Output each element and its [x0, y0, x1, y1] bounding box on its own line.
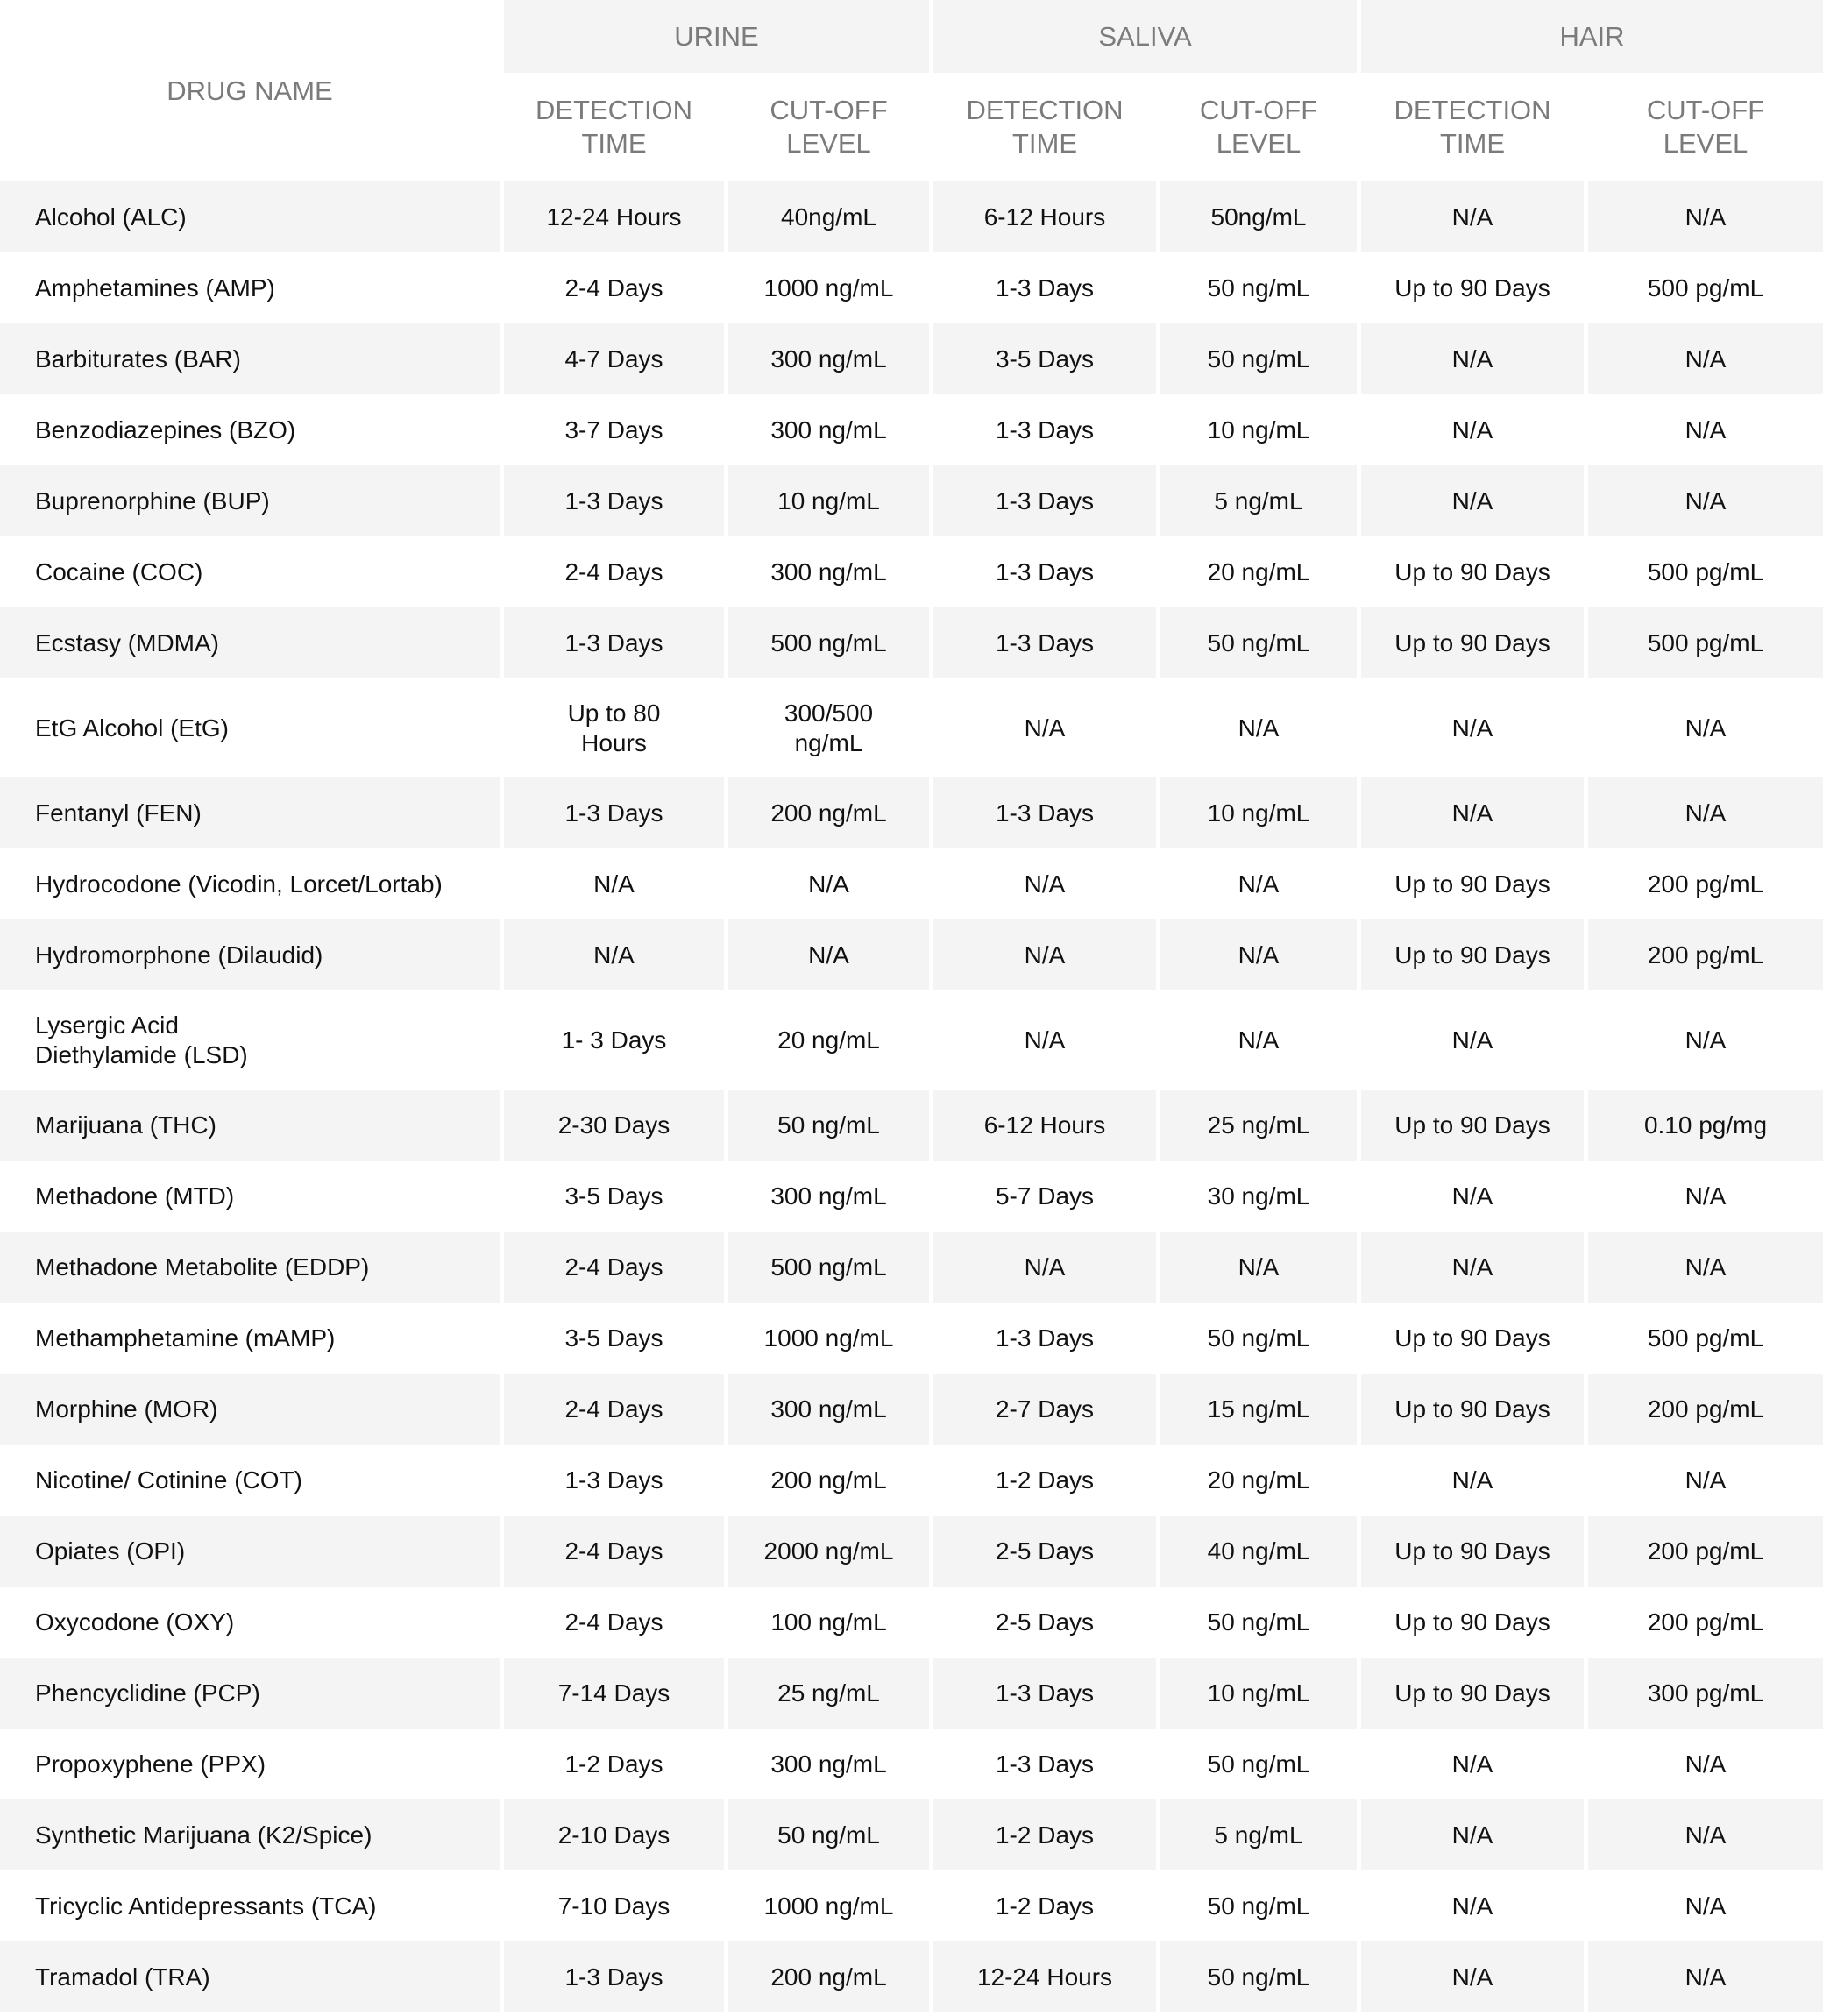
drug-name-cell: Tricyclic Antidepressants (TCA) [35, 1892, 377, 1920]
hair-detection-time-cell: N/A [1451, 1026, 1493, 1054]
urine-detection-time-cell: 7-10 Days [557, 1892, 670, 1920]
hair-detection-time-cell: Up to 90 Days [1361, 1658, 1584, 1729]
saliva-detection-time-cell: N/A [1024, 713, 1066, 742]
table-row [0, 1941, 1823, 2012]
hair-detection-time-cell: N/A [1451, 1182, 1493, 1210]
saliva-cutoff-level-cell: 50 ng/mL [1160, 1941, 1357, 2012]
urine-detection-time-cell: 2-4 Days [564, 273, 663, 302]
urine-cutoff-level-cell: 2000 ng/mL [728, 1516, 929, 1587]
hair-detection-time-cell: Up to 90 Days [1394, 870, 1550, 898]
table-row [0, 607, 1823, 678]
drug-name-cell: Hydromorphone (Dilaudid) [0, 919, 500, 990]
saliva-cutoff-level-cell: 10 ng/mL [1160, 1658, 1357, 1729]
saliva-detection-time-cell: 2-5 Days [933, 1516, 1156, 1587]
drug-name-cell: Ecstasy (MDMA) [0, 607, 500, 678]
urine-cutoff-level-cell: N/A [728, 919, 929, 990]
hair-cutoff-level-cell: N/A [1685, 1750, 1727, 1778]
hair-cutoff-level-cell: N/A [1685, 1182, 1727, 1210]
urine-detection-time-cell: 2-4 Days [564, 557, 663, 586]
urine-detection-time-cell: 12-24 Hours [504, 181, 724, 252]
table-header [0, 0, 1823, 181]
hair-detection-time-cell: N/A [1361, 777, 1584, 848]
hair-cutoff-level-cell: 200 pg/mL [1588, 919, 1823, 990]
urine-detection-time-cell: 2-4 Days [504, 1374, 724, 1445]
urine-cutoff-level-cell: 40ng/mL [728, 181, 929, 252]
saliva-cutoff-level-cell: 50 ng/mL [1207, 1608, 1310, 1636]
urine-detection-time-cell: 7-14 Days [504, 1658, 724, 1729]
urine-cutoff-level-cell: 1000 ng/mL [763, 1892, 894, 1920]
urine-detection-time-cell: N/A [504, 919, 724, 990]
urine-detection-time-cell: N/A [593, 870, 635, 898]
hair-detection-time-cell: Up to 90 Days [1394, 1608, 1550, 1636]
hair-cutoff-level-cell: 200 pg/mL [1647, 870, 1764, 898]
saliva-cutoff-level-cell: 40 ng/mL [1160, 1516, 1357, 1587]
table-row [0, 1516, 1823, 1587]
drug-name-cell: Morphine (MOR) [0, 1374, 500, 1445]
table-row [0, 536, 1823, 607]
saliva-detection-time-cell: 1-2 Days [995, 1892, 1095, 1920]
saliva-detection-time-cell: 6-12 Hours [933, 181, 1156, 252]
saliva-detection-time-cell: 3-5 Days [933, 323, 1156, 394]
saliva-cutoff-level-cell: 30 ng/mL [1207, 1182, 1310, 1210]
table-row [0, 777, 1823, 848]
hair-detection-time-cell: N/A [1451, 415, 1493, 444]
header-group-hair: HAIR [1361, 0, 1823, 73]
table-row [0, 1870, 1823, 1941]
drug-name-cell: Methadone Metabolite (EDDP) [0, 1232, 500, 1303]
hair-cutoff-level-cell: 500 pg/mL [1647, 1324, 1764, 1352]
drug-name-cell: Alcohol (ALC) [0, 181, 500, 252]
saliva-detection-time-cell: N/A [933, 919, 1156, 990]
hair-detection-time-cell: Up to 90 Days [1394, 557, 1550, 586]
table-row [0, 1374, 1823, 1445]
table-row [0, 252, 1823, 323]
hair-detection-time-cell: Up to 90 Days [1361, 1516, 1584, 1587]
saliva-cutoff-level-cell: 25 ng/mL [1160, 1090, 1357, 1161]
saliva-cutoff-level-cell: 5 ng/mL [1160, 1799, 1357, 1870]
drug-name-cell: Marijuana (THC) [0, 1090, 500, 1161]
hair-cutoff-level-cell: N/A [1685, 415, 1727, 444]
saliva-cutoff-level-cell: 10 ng/mL [1207, 415, 1310, 444]
drug-name-cell: Benzodiazepines (BZO) [35, 415, 296, 444]
table-row [0, 1161, 1823, 1232]
hair-detection-time-cell: N/A [1361, 323, 1584, 394]
hair-cutoff-level-cell: N/A [1588, 323, 1823, 394]
urine-detection-time-cell: 1- 3 Days [561, 1026, 667, 1054]
header-saliva-cutoff-level: CUT-OFF LEVEL [1199, 95, 1318, 159]
table-row [0, 465, 1823, 536]
saliva-cutoff-level-cell: N/A [1160, 1232, 1357, 1303]
saliva-cutoff-level-cell: 50 ng/mL [1207, 273, 1310, 302]
urine-detection-time-cell: 3-5 Days [564, 1182, 663, 1210]
table-row [0, 990, 1823, 1090]
hair-detection-time-cell: N/A [1361, 465, 1584, 536]
hair-detection-time-cell: Up to 90 Days [1361, 607, 1584, 678]
hair-cutoff-level-cell: 200 pg/mL [1588, 1374, 1823, 1445]
hair-cutoff-level-cell: N/A [1685, 713, 1727, 742]
header-hair-cutoff-level: CUT-OFF LEVEL [1646, 95, 1765, 159]
drug-name-cell: Propoxyphene (PPX) [35, 1750, 266, 1778]
saliva-detection-time-cell: 1-3 Days [995, 1750, 1095, 1778]
urine-detection-time-cell: 2-10 Days [504, 1799, 724, 1870]
hair-cutoff-level-cell: N/A [1685, 1892, 1727, 1920]
urine-cutoff-level-cell: 50 ng/mL [728, 1799, 929, 1870]
urine-cutoff-level-cell: 20 ng/mL [777, 1026, 880, 1054]
urine-cutoff-level-cell: 10 ng/mL [728, 465, 929, 536]
urine-cutoff-level-cell: 300 ng/mL [770, 415, 887, 444]
hair-cutoff-level-cell: 500 pg/mL [1588, 607, 1823, 678]
table-row [0, 1232, 1823, 1303]
hair-cutoff-level-cell: N/A [1685, 1466, 1727, 1494]
table-row [0, 323, 1823, 394]
saliva-cutoff-level-cell: 10 ng/mL [1160, 777, 1357, 848]
saliva-detection-time-cell: N/A [1024, 870, 1066, 898]
drug-name-cell: Methamphetamine (mAMP) [35, 1324, 336, 1352]
hair-detection-time-cell: Up to 90 Days [1361, 1090, 1584, 1161]
urine-cutoff-level-cell: 300/500 ng/mL [784, 699, 874, 756]
urine-cutoff-level-cell: 300 ng/mL [770, 1750, 887, 1778]
saliva-cutoff-level-cell: 50 ng/mL [1207, 1892, 1310, 1920]
drug-name-cell: Nicotine/ Cotinine (COT) [35, 1466, 302, 1494]
header-drug-name: DRUG NAME [167, 75, 333, 106]
saliva-cutoff-level-cell: 50 ng/mL [1160, 323, 1357, 394]
table-row [0, 1587, 1823, 1658]
saliva-cutoff-level-cell: 20 ng/mL [1207, 1466, 1310, 1494]
header-saliva-detection-time: DETECTION TIME [966, 95, 1124, 159]
saliva-cutoff-level-cell: N/A [1238, 713, 1280, 742]
table-body [0, 181, 1823, 2012]
drug-name-cell: Opiates (OPI) [0, 1516, 500, 1587]
hair-cutoff-level-cell: 500 pg/mL [1647, 557, 1764, 586]
urine-cutoff-level-cell: 200 ng/mL [770, 1466, 887, 1494]
hair-cutoff-level-cell: 0.10 pg/mg [1588, 1090, 1823, 1161]
hair-cutoff-level-cell: N/A [1588, 1799, 1823, 1870]
hair-cutoff-level-cell: 200 pg/mL [1647, 1608, 1764, 1636]
urine-detection-time-cell: 1-3 Days [564, 1466, 663, 1494]
saliva-detection-time-cell: 1-3 Days [995, 273, 1095, 302]
drug-name-cell: Amphetamines (AMP) [35, 273, 275, 302]
saliva-detection-time-cell: 1-3 Days [933, 465, 1156, 536]
hair-cutoff-level-cell: 500 pg/mL [1647, 273, 1764, 302]
urine-detection-time-cell: 2-4 Days [564, 1608, 663, 1636]
urine-detection-time-cell: 1-3 Days [504, 777, 724, 848]
urine-cutoff-level-cell: 300 ng/mL [770, 557, 887, 586]
hair-cutoff-level-cell: 300 pg/mL [1588, 1658, 1823, 1729]
urine-detection-time-cell: Up to 80 Hours [567, 699, 661, 756]
table-row [0, 1303, 1823, 1374]
urine-cutoff-level-cell: 1000 ng/mL [763, 1324, 894, 1352]
hair-detection-time-cell: Up to 90 Days [1361, 919, 1584, 990]
header-urine-detection-time: DETECTION TIME [535, 95, 693, 159]
saliva-detection-time-cell: 12-24 Hours [933, 1941, 1156, 2012]
urine-detection-time-cell: 1-3 Days [504, 607, 724, 678]
table-row [0, 1090, 1823, 1161]
hair-detection-time-cell: N/A [1451, 713, 1493, 742]
hair-detection-time-cell: Up to 90 Days [1394, 273, 1550, 302]
saliva-detection-time-cell: 2-5 Days [995, 1608, 1095, 1636]
saliva-cutoff-level-cell: 50 ng/mL [1207, 1324, 1310, 1352]
hair-detection-time-cell: N/A [1451, 1750, 1493, 1778]
drug-name-cell: Fentanyl (FEN) [0, 777, 500, 848]
urine-cutoff-level-cell: 300 ng/mL [770, 1182, 887, 1210]
saliva-detection-time-cell: 1-3 Days [995, 415, 1095, 444]
table-row [0, 1729, 1823, 1799]
drug-name-cell: Lysergic Acid Diethylamide (LSD) [35, 1011, 248, 1068]
urine-cutoff-level-cell: 25 ng/mL [728, 1658, 929, 1729]
hair-cutoff-level-cell: 200 pg/mL [1588, 1516, 1823, 1587]
urine-cutoff-level-cell: 200 ng/mL [728, 777, 929, 848]
saliva-cutoff-level-cell: N/A [1238, 870, 1280, 898]
hair-cutoff-level-cell: N/A [1588, 181, 1823, 252]
drug-name-cell: Hydrocodone (Vicodin, Lorcet/Lortab) [35, 870, 443, 898]
saliva-detection-time-cell: 1-3 Days [933, 1658, 1156, 1729]
urine-detection-time-cell: 2-30 Days [504, 1090, 724, 1161]
hair-cutoff-level-cell: N/A [1588, 1941, 1823, 2012]
saliva-cutoff-level-cell: N/A [1160, 919, 1357, 990]
urine-detection-time-cell: 1-3 Days [504, 465, 724, 536]
saliva-detection-time-cell: 1-3 Days [933, 607, 1156, 678]
urine-cutoff-level-cell: 200 ng/mL [728, 1941, 929, 2012]
drug-name-cell: Synthetic Marijuana (K2/Spice) [0, 1799, 500, 1870]
urine-cutoff-level-cell: 300 ng/mL [728, 1374, 929, 1445]
header-hair-detection-time: DETECTION TIME [1394, 95, 1551, 159]
drug-name-cell: Methadone (MTD) [35, 1182, 235, 1210]
hair-detection-time-cell: N/A [1451, 1892, 1493, 1920]
hair-detection-time-cell: Up to 90 Days [1361, 1374, 1584, 1445]
hair-detection-time-cell: N/A [1361, 1799, 1584, 1870]
table-row [0, 394, 1823, 465]
urine-cutoff-level-cell: 100 ng/mL [770, 1608, 887, 1636]
hair-detection-time-cell: N/A [1361, 1232, 1584, 1303]
saliva-cutoff-level-cell: 5 ng/mL [1160, 465, 1357, 536]
drug-name-cell: Buprenorphine (BUP) [0, 465, 500, 536]
saliva-cutoff-level-cell: 50 ng/mL [1207, 1750, 1310, 1778]
saliva-cutoff-level-cell: 20 ng/mL [1207, 557, 1310, 586]
saliva-detection-time-cell: N/A [933, 1232, 1156, 1303]
drug-name-cell: Barbiturates (BAR) [0, 323, 500, 394]
table-row [0, 848, 1823, 919]
saliva-detection-time-cell: 1-3 Days [933, 777, 1156, 848]
urine-cutoff-level-cell: N/A [808, 870, 849, 898]
hair-cutoff-level-cell: N/A [1588, 777, 1823, 848]
saliva-detection-time-cell: 1-3 Days [995, 1324, 1095, 1352]
drug-name-cell: Phencyclidine (PCP) [0, 1658, 500, 1729]
saliva-detection-time-cell: 1-2 Days [995, 1466, 1095, 1494]
saliva-detection-time-cell: N/A [1024, 1026, 1066, 1054]
hair-cutoff-level-cell: N/A [1685, 1026, 1727, 1054]
saliva-detection-time-cell: 5-7 Days [995, 1182, 1095, 1210]
urine-detection-time-cell: 2-4 Days [504, 1516, 724, 1587]
urine-detection-time-cell: 3-7 Days [564, 415, 663, 444]
table-row [0, 181, 1823, 252]
header-group-saliva: SALIVA [933, 0, 1357, 73]
urine-cutoff-level-cell: 500 ng/mL [728, 1232, 929, 1303]
drug-name-cell: Oxycodone (OXY) [35, 1608, 235, 1636]
urine-detection-time-cell: 1-3 Days [504, 1941, 724, 2012]
hair-detection-time-cell: N/A [1361, 181, 1584, 252]
drug-name-cell: Cocaine (COC) [35, 557, 203, 586]
hair-detection-time-cell: N/A [1451, 1466, 1493, 1494]
hair-detection-time-cell: Up to 90 Days [1394, 1324, 1550, 1352]
urine-cutoff-level-cell: 300 ng/mL [728, 323, 929, 394]
saliva-cutoff-level-cell: 50ng/mL [1160, 181, 1357, 252]
urine-detection-time-cell: 1-2 Days [564, 1750, 663, 1778]
table-row [0, 1445, 1823, 1516]
urine-cutoff-level-cell: 500 ng/mL [728, 607, 929, 678]
urine-cutoff-level-cell: 1000 ng/mL [763, 273, 894, 302]
saliva-cutoff-level-cell: N/A [1238, 1026, 1280, 1054]
urine-detection-time-cell: 3-5 Days [564, 1324, 663, 1352]
header-urine-cutoff-level: CUT-OFF LEVEL [770, 95, 888, 159]
hair-cutoff-level-cell: N/A [1588, 465, 1823, 536]
table-row [0, 919, 1823, 990]
urine-detection-time-cell: 4-7 Days [504, 323, 724, 394]
header-group-urine: URINE [504, 0, 929, 73]
urine-cutoff-level-cell: 50 ng/mL [728, 1090, 929, 1161]
table-row [0, 1799, 1823, 1870]
saliva-detection-time-cell: 1-2 Days [933, 1799, 1156, 1870]
saliva-detection-time-cell: 2-7 Days [933, 1374, 1156, 1445]
saliva-cutoff-level-cell: 50 ng/mL [1160, 607, 1357, 678]
table-row [0, 678, 1823, 777]
saliva-detection-time-cell: 1-3 Days [995, 557, 1095, 586]
drug-name-cell: EtG Alcohol (EtG) [35, 713, 229, 742]
saliva-detection-time-cell: 6-12 Hours [933, 1090, 1156, 1161]
table-row [0, 1658, 1823, 1729]
urine-detection-time-cell: 2-4 Days [504, 1232, 724, 1303]
saliva-cutoff-level-cell: 15 ng/mL [1160, 1374, 1357, 1445]
hair-cutoff-level-cell: N/A [1588, 1232, 1823, 1303]
hair-detection-time-cell: N/A [1361, 1941, 1584, 2012]
drug-name-cell: Tramadol (TRA) [0, 1941, 500, 2012]
